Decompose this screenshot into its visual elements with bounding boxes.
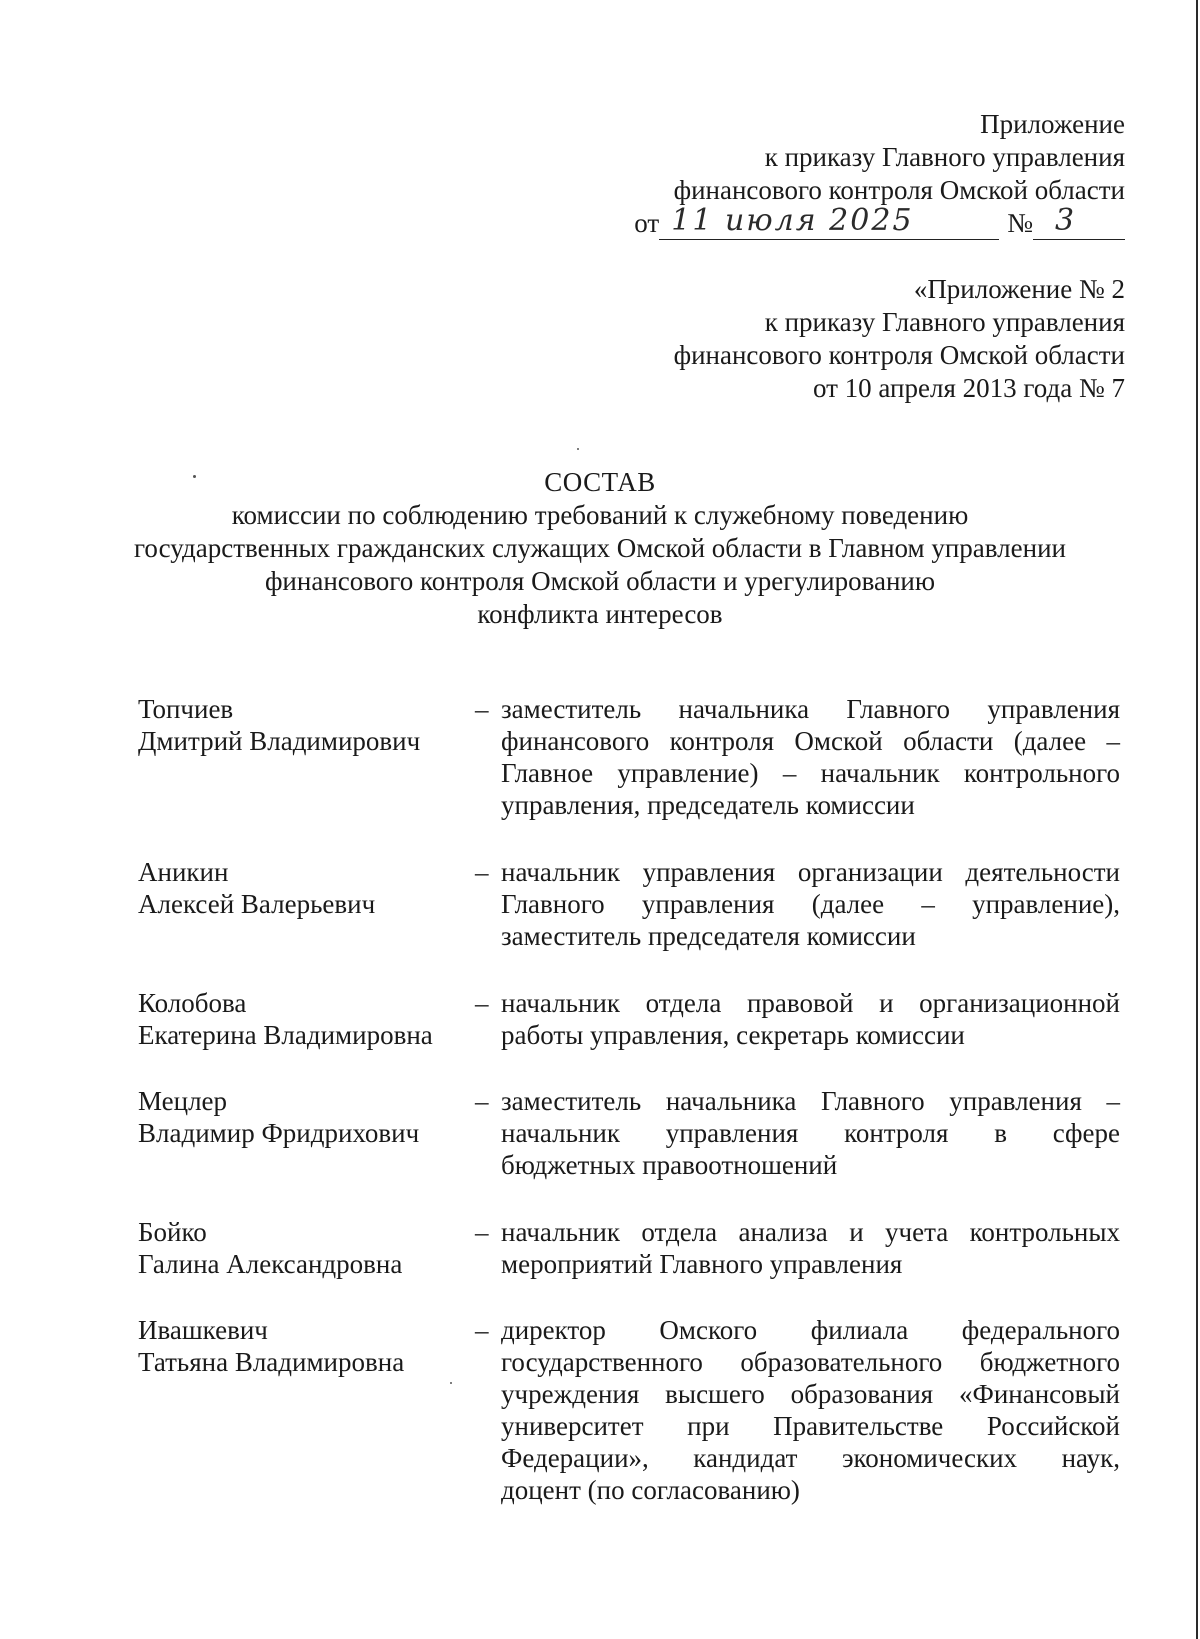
desc-line: управления, председатель комиссии	[501, 790, 915, 820]
member-surname: Мецлер	[138, 1086, 228, 1116]
appendix2-agency: финансового контроля Омской области	[673, 340, 1125, 370]
desc-line: заместитель председателя комиссии	[501, 921, 916, 951]
title-line-2: государственных гражданских служащих Омской области в Главном управлении	[134, 533, 1066, 563]
member-dash: –	[475, 1315, 489, 1345]
desc-line: Федерации», кандидат экономических наук,	[501, 1443, 1120, 1473]
number-field	[1033, 203, 1125, 240]
appendix2-date: от 10 апреля 2013 года № 7	[812, 373, 1125, 403]
appendix-label: Приложение	[980, 109, 1125, 139]
member-dash: –	[475, 1086, 489, 1116]
member-description	[501, 1085, 1120, 1181]
member-name	[138, 987, 468, 1051]
document-title	[0, 466, 1200, 631]
member-given-names: Татьяна Владимировна	[138, 1347, 405, 1377]
member-description	[501, 1216, 1120, 1280]
member-surname: Бойко	[138, 1217, 207, 1247]
appendix-order-ref: к приказу Главного управления	[764, 142, 1125, 172]
member-surname: Колобова	[138, 988, 247, 1018]
title-heading: СОСТАВ	[544, 467, 656, 497]
scan-speck	[193, 475, 196, 478]
member-dash: –	[475, 857, 489, 887]
member-name	[138, 1314, 468, 1378]
desc-line: директор Омского филиала федерального	[501, 1315, 1120, 1345]
desc-line: начальник управления организации деятельности	[501, 857, 1120, 887]
member-given-names: Екатерина Владимировна	[138, 1020, 433, 1050]
appendix2-header	[674, 273, 1125, 405]
number-prefix: №	[1007, 208, 1033, 238]
title-line-3: финансового контроля Омской области и урегулированию	[264, 566, 936, 596]
title-line-1: комиссии по соблюдению требований к служебному поведению	[231, 500, 969, 530]
desc-line: Главного управления (далее – управление),	[501, 889, 1120, 919]
desc-line: Главное управление) – начальник контрольного	[501, 758, 1120, 788]
desc-line: заместитель начальника Главного управления	[501, 694, 1120, 724]
appendix2-label: «Приложение № 2	[913, 274, 1125, 304]
member-name	[138, 693, 468, 757]
appendix2-order-ref: к приказу Главного управления	[764, 307, 1125, 337]
member-description	[501, 856, 1120, 952]
desc-line: мероприятий Главного управления	[501, 1249, 903, 1279]
member-name	[138, 856, 468, 920]
member-given-names: Алексей Валерьевич	[138, 889, 376, 919]
desc-line: работы управления, секретарь комиссии	[501, 1020, 965, 1050]
appendix-agency: финансового контроля Омской области	[673, 175, 1125, 205]
title-line-4: конфликта интересов	[477, 599, 723, 629]
desc-line: доцент (по согласованию)	[501, 1475, 800, 1505]
desc-line: начальник отдела правовой и организационной	[501, 988, 1120, 1018]
member-given-names: Владимир Фридрихович	[138, 1118, 420, 1148]
handwritten-number: 3	[1055, 203, 1077, 238]
member-dash: –	[475, 694, 489, 724]
appendix-header	[634, 108, 1125, 240]
desc-line: финансового контроля Омской области (далее –	[501, 726, 1120, 756]
desc-line: начальник отдела анализа и учета контрольных	[501, 1217, 1120, 1247]
desc-line: заместитель начальника Главного управления –	[501, 1086, 1120, 1116]
member-dash: –	[475, 1217, 489, 1247]
date-prefix: от	[634, 208, 660, 238]
desc-line: бюджетных правоотношений	[501, 1150, 838, 1180]
desc-line: начальник управления контроля в сфере	[501, 1118, 1120, 1148]
appendix-date-number-line	[634, 203, 1125, 240]
member-given-names: Галина Александровна	[138, 1249, 403, 1279]
page-edge-line	[1196, 0, 1198, 1639]
member-surname: Аникин	[138, 857, 229, 887]
member-name	[138, 1216, 468, 1280]
scan-speck	[450, 1382, 452, 1384]
member-description	[501, 987, 1120, 1051]
member-description	[501, 693, 1120, 821]
member-name	[138, 1085, 468, 1149]
member-dash: –	[475, 988, 489, 1018]
desc-line: государственного образовательного бюджетного	[501, 1347, 1120, 1377]
scan-speck	[577, 448, 579, 450]
member-surname: Топчиев	[138, 694, 234, 724]
desc-line: учреждения высшего образования «Финансовый	[501, 1379, 1120, 1409]
desc-line: университет при Правительстве Российской	[501, 1411, 1120, 1441]
member-given-names: Дмитрий Владимирович	[138, 726, 421, 756]
date-field	[659, 203, 999, 240]
member-description	[501, 1314, 1120, 1506]
handwritten-date: 11 июля 2025	[671, 203, 914, 238]
member-surname: Ивашкевич	[138, 1315, 268, 1345]
